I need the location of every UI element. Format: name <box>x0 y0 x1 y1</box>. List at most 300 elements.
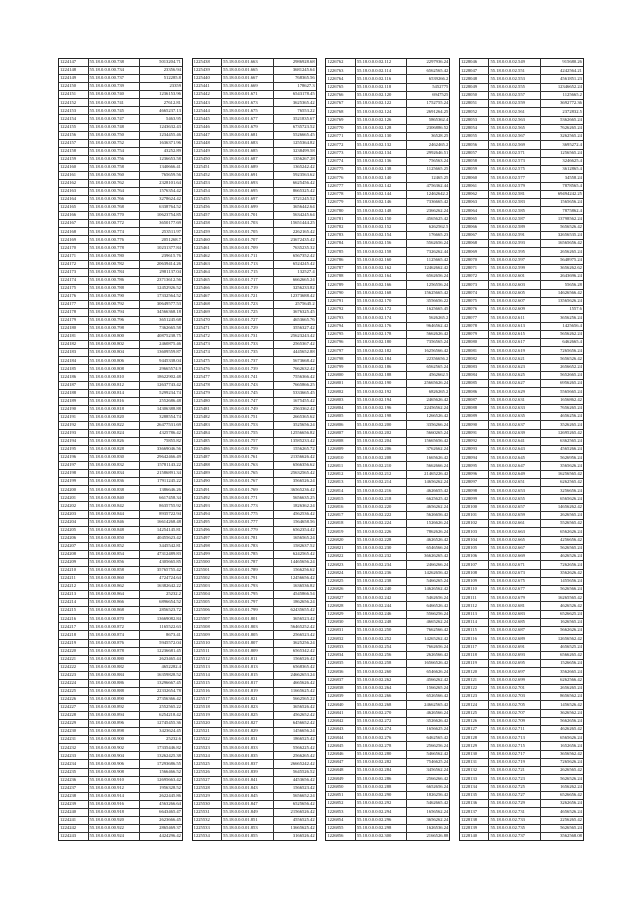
row-id-cell: 1228117 <box>460 644 490 651</box>
row-id-cell: 1225501 <box>193 567 223 574</box>
amount-cell: 6456652.42 <box>292 720 315 726</box>
row-id-cell: 1224157 <box>59 140 89 147</box>
row-id-cell: 1225515 <box>193 680 223 687</box>
row-id-cell: 1225499 <box>193 551 223 558</box>
account-code-cell: 55.18.0.0.0.02.629 <box>489 388 541 395</box>
table-row <box>326 306 449 314</box>
table-row <box>326 314 449 322</box>
table-row <box>59 454 182 462</box>
row-id-cell: 1226763 <box>326 67 356 74</box>
row-id-cell: 1228124 <box>460 701 490 708</box>
row-id-cell: 1228083 <box>460 364 490 371</box>
account-code-cell: 55.18.0.0.0.01.701 <box>222 212 274 219</box>
table-row <box>460 520 583 528</box>
amount-cell: 3256656.24 <box>560 487 582 493</box>
account-code-cell: 55.18.0.0.0.02.623 <box>489 364 541 371</box>
row-id-cell: 1225514 <box>193 672 223 679</box>
table-row <box>326 578 449 586</box>
amount-cell: 3526626.42 <box>426 718 449 724</box>
amount-cell: 12462662.42 <box>424 265 449 271</box>
row-id-cell: 1224194 <box>59 438 89 445</box>
amount-cell: 5634245.64 <box>292 212 315 218</box>
account-code-cell: 55.18.0.0.0.02.595 <box>489 248 541 255</box>
table-row <box>326 586 449 594</box>
amount-cell: 6543178.45 <box>292 91 315 97</box>
row-id-cell: 1224200 <box>59 486 89 493</box>
row-id-cell: 1228118 <box>460 652 490 659</box>
table-row <box>59 285 182 293</box>
table-row <box>59 124 182 132</box>
amount-cell: 22356656.2 <box>426 355 449 361</box>
amount-cell: 20639414.26 <box>156 260 181 266</box>
account-code-cell: 55.18.0.0.0.00.778 <box>89 244 141 251</box>
table-row <box>59 446 182 454</box>
account-code-cell: 55.18.0.0.0.02.112 <box>356 59 408 66</box>
account-code-cell: 55.18.0.0.0.01.761 <box>222 454 274 461</box>
amount-cell: 1652656.24 <box>560 742 582 748</box>
table-row <box>59 656 182 664</box>
amount-cell: 2626565.24 <box>560 512 582 518</box>
table-row <box>193 704 316 712</box>
row-id-cell: 1228131 <box>460 759 490 766</box>
amount-cell: 15781143.22 <box>157 462 181 468</box>
row-id-cell: 1228123 <box>460 693 490 700</box>
account-code-cell: 55.18.0.0.0.02.202 <box>356 430 408 437</box>
amount-cell: 4626526.24 <box>560 553 582 559</box>
amount-cell: 5662626.42 <box>426 331 449 337</box>
account-code-cell: 55.18.0.0.0.02.232 <box>356 553 408 560</box>
row-id-cell: 1228138 <box>460 817 490 824</box>
account-code-cell: 55.18.0.0.0.01.749 <box>222 406 274 413</box>
amount-cell: 5626656.42 <box>426 512 449 518</box>
table-row <box>326 372 449 380</box>
row-id-cell: 1224160 <box>59 164 89 171</box>
amount-cell: 1576354.42 <box>159 188 181 194</box>
row-id-cell: 1224185 <box>59 365 89 372</box>
amount-cell: 6546626.24 <box>426 668 449 674</box>
table-row <box>59 704 182 712</box>
row-id-cell: 1225534 <box>193 833 223 840</box>
row-id-cell: 1225531 <box>193 809 223 816</box>
account-code-cell: 55.18.0.0.0.02.284 <box>356 767 408 774</box>
account-code-cell: 55.18.0.0.0.00.756 <box>89 156 141 163</box>
account-code-cell: 55.18.0.0.0.02.551 <box>489 67 541 74</box>
account-code-cell: 55.18.0.0.0.02.166 <box>356 281 408 288</box>
account-code-cell: 55.18.0.0.0.02.280 <box>356 751 408 758</box>
amount-cell: 17293686.55 <box>156 760 181 766</box>
row-id-cell: 1226808 <box>326 438 356 445</box>
row-id-cell: 1225489 <box>193 470 223 477</box>
row-id-cell: 1224190 <box>59 406 89 413</box>
row-id-cell: 1225528 <box>193 785 223 792</box>
table-row <box>460 800 583 808</box>
account-code-cell: 55.18.0.0.0.01.713 <box>222 261 274 268</box>
account-code-cell: 55.18.0.0.0.00.900 <box>89 736 141 743</box>
amount-cell: 1256556.24 <box>426 281 449 287</box>
table-row <box>193 333 316 341</box>
table-column-2 <box>192 58 317 841</box>
amount-cell: 23713612.56 <box>156 276 181 282</box>
account-code-cell: 55.18.0.0.0.02.735 <box>489 825 541 832</box>
table-row <box>326 800 449 808</box>
account-code-cell: 55.18.0.0.0.00.739 <box>89 83 141 90</box>
table-row <box>59 486 182 494</box>
table-row <box>193 277 316 285</box>
row-id-cell: 1226855 <box>326 825 356 832</box>
row-id-cell: 1224175 <box>59 285 89 292</box>
account-code-cell: 55.18.0.0.0.00.872 <box>89 623 141 630</box>
amount-cell: 5626265.2 <box>428 314 449 320</box>
table-row <box>460 75 583 83</box>
table-row <box>326 710 449 718</box>
amount-cell: 4453656.42 <box>292 776 315 782</box>
amount-cell: 14465656.24 <box>290 559 315 565</box>
table-row <box>59 301 182 309</box>
account-code-cell: 55.18.0.0.0.01.769 <box>222 486 274 493</box>
table-row <box>326 817 449 825</box>
table-row <box>193 228 316 236</box>
table-row <box>59 349 182 357</box>
table-row <box>460 512 583 520</box>
row-id-cell: 1228064 <box>460 207 490 214</box>
row-id-cell: 1226799 <box>326 364 356 371</box>
amount-cell: 1165522.63 <box>159 623 181 629</box>
table-row <box>59 309 182 317</box>
row-id-cell: 1226777 <box>326 183 356 190</box>
amount-cell: 12462642.2 <box>426 191 449 197</box>
account-code-cell: 55.18.0.0.0.02.673 <box>489 570 541 577</box>
table-row <box>460 734 583 742</box>
account-code-cell: 55.18.0.0.0.02.713 <box>489 734 541 741</box>
table-row <box>460 594 583 602</box>
table-row <box>193 575 316 583</box>
amount-cell: 33669046.56 <box>156 446 181 452</box>
table-row <box>460 495 583 503</box>
row-id-cell: 1226784 <box>326 240 356 247</box>
amount-cell: 6896654.52 <box>159 599 181 605</box>
amount-cell: 2656265.24 <box>560 248 582 254</box>
row-id-cell: 1228071 <box>460 265 490 272</box>
amount-cell: 1425656.4 <box>562 322 582 328</box>
row-id-cell: 1225491 <box>193 486 223 493</box>
amount-cell: 176665.23 <box>428 232 449 238</box>
account-code-cell: 55.18.0.0.0.02.643 <box>489 446 541 453</box>
table-row <box>193 438 316 446</box>
row-id-cell: 1228126 <box>460 718 490 725</box>
row-id-cell: 1225482 <box>193 414 223 421</box>
table-row <box>193 83 316 91</box>
amount-cell: 6566265.42 <box>560 652 582 658</box>
account-code-cell: 55.18.0.0.0.00.920 <box>89 817 141 824</box>
row-id-cell: 1224219 <box>59 640 89 647</box>
row-id-cell: 1224167 <box>59 220 89 227</box>
amount-cell: 35765755.42 <box>156 567 181 573</box>
account-code-cell: 55.18.0.0.0.02.204 <box>356 438 408 445</box>
row-id-cell: 1228096 <box>460 471 490 478</box>
amount-cell: 17332564.52 <box>156 293 181 299</box>
row-id-cell: 1224237 <box>59 785 89 792</box>
account-code-cell: 55.18.0.0.0.02.563 <box>489 117 541 124</box>
amount-cell: 3625365.42 <box>292 99 315 105</box>
row-id-cell: 1224214 <box>59 599 89 606</box>
account-code-cell: 55.18.0.0.0.01.693 <box>222 180 274 187</box>
amount-cell: 3695272.4 <box>562 141 582 147</box>
row-id-cell: 1226795 <box>326 331 356 338</box>
account-code-cell: 55.18.0.0.0.01.783 <box>222 543 274 550</box>
row-id-cell: 1226774 <box>326 158 356 165</box>
row-id-cell: 1224195 <box>59 446 89 453</box>
account-code-cell: 55.18.0.0.0.02.689 <box>489 635 541 642</box>
table-row <box>326 141 449 149</box>
table-row <box>460 125 583 133</box>
account-code-cell: 55.18.0.0.0.01.751 <box>222 414 274 421</box>
account-code-cell: 55.18.0.0.0.01.735 <box>222 349 274 356</box>
table-row <box>326 504 449 512</box>
amount-cell: 2981137.04 <box>159 268 181 274</box>
table-row <box>59 107 182 115</box>
row-id-cell: 1225448 <box>193 140 223 147</box>
table-row <box>193 744 316 752</box>
account-code-cell: 55.18.0.0.0.01.733 <box>222 341 274 348</box>
amount-cell: 6567352.42 <box>292 252 315 258</box>
amount-cell: 5626565.24 <box>560 545 582 551</box>
table-row <box>460 545 583 553</box>
account-code-cell: 55.18.0.0.0.01.663 <box>222 59 274 66</box>
table-row <box>460 528 583 536</box>
row-id-cell: 1225502 <box>193 575 223 582</box>
account-code-cell: 55.18.0.0.0.02.172 <box>356 306 408 313</box>
account-code-cell: 55.18.0.0.0.00.834 <box>89 470 141 477</box>
table-row <box>193 486 316 494</box>
table-row <box>193 599 316 607</box>
amount-cell: 1256565.24 <box>560 149 582 155</box>
amount-cell: 3423624.45 <box>159 728 181 734</box>
amount-cell: 4325786.42 <box>159 430 181 436</box>
account-code-cell: 55.18.0.0.0.02.707 <box>489 710 541 717</box>
row-id-cell: 1224224 <box>59 680 89 687</box>
amount-cell: 21566526.42 <box>290 809 315 815</box>
table-row <box>326 75 449 83</box>
table-row <box>326 561 449 569</box>
row-id-cell: 1226791 <box>326 298 356 305</box>
account-code-cell: 55.18.0.0.0.00.836 <box>89 478 141 485</box>
row-id-cell: 1226831 <box>326 627 356 634</box>
account-code-cell: 55.18.0.0.0.01.779 <box>222 527 274 534</box>
row-id-cell: 1228069 <box>460 248 490 255</box>
table-row <box>326 108 449 116</box>
account-code-cell: 55.18.0.0.0.02.731 <box>489 808 541 815</box>
row-id-cell: 1224228 <box>59 712 89 719</box>
table-row <box>326 413 449 421</box>
amount-cell: 21356626.42 <box>290 454 315 460</box>
amount-cell: 6526656.42 <box>560 792 582 798</box>
row-id-cell: 1226812 <box>326 471 356 478</box>
account-code-cell: 55.18.0.0.0.02.136 <box>356 158 408 165</box>
account-code-cell: 55.18.0.0.0.00.760 <box>89 172 141 179</box>
row-id-cell: 1226798 <box>326 355 356 362</box>
amount-cell: 6262562.5 <box>428 224 449 229</box>
account-code-cell: 55.18.0.0.0.02.555 <box>489 84 541 91</box>
row-id-cell: 1225484 <box>193 430 223 437</box>
row-id-cell: 1226770 <box>326 125 356 132</box>
row-id-cell: 1226796 <box>326 339 356 346</box>
amount-cell: 8665325.42 <box>292 188 315 194</box>
account-code-cell: 55.18.0.0.0.00.810 <box>89 373 141 380</box>
row-id-cell: 1224240 <box>59 809 89 816</box>
row-id-cell: 1228078 <box>460 323 490 330</box>
row-id-cell: 1225451 <box>193 164 223 171</box>
account-code-cell: 55.18.0.0.0.00.906 <box>89 760 141 767</box>
account-code-cell: 55.18.0.0.0.02.262 <box>356 677 408 684</box>
row-id-cell: 1226851 <box>326 792 356 799</box>
table-row <box>59 728 182 736</box>
table-row <box>59 494 182 502</box>
row-id-cell: 1228049 <box>460 84 490 91</box>
table-row <box>460 825 583 833</box>
account-code-cell: 55.18.0.0.0.00.876 <box>89 640 141 647</box>
table-row <box>326 364 449 372</box>
amount-cell: 3651245.68 <box>159 317 181 323</box>
row-id-cell: 1225504 <box>193 591 223 598</box>
account-code-cell: 55.18.0.0.0.00.838 <box>89 486 141 493</box>
amount-cell: 3656256.24 <box>560 314 582 320</box>
account-code-cell: 55.18.0.0.0.01.759 <box>222 446 274 453</box>
row-id-cell: 1226800 <box>326 372 356 379</box>
account-code-cell: 55.18.0.0.0.01.709 <box>222 244 274 251</box>
account-code-cell: 55.18.0.0.0.02.679 <box>489 594 541 601</box>
ledger-page <box>58 58 584 841</box>
table-row <box>193 712 316 720</box>
table-row <box>59 648 182 656</box>
amount-cell: 6562354.42 <box>292 526 315 532</box>
table-row <box>193 623 316 631</box>
row-id-cell: 1228092 <box>460 438 490 445</box>
row-id-cell: 1224186 <box>59 373 89 380</box>
row-id-cell: 1228065 <box>460 215 490 222</box>
row-id-cell: 1226792 <box>326 306 356 313</box>
amount-cell: 5562656.24 <box>426 240 449 246</box>
account-code-cell: 55.18.0.0.0.02.635 <box>489 413 541 420</box>
account-code-cell: 55.18.0.0.0.02.124 <box>356 108 408 115</box>
table-row <box>326 660 449 668</box>
table-row <box>326 183 449 191</box>
row-id-cell: 1226783 <box>326 232 356 239</box>
table-row <box>326 397 449 405</box>
table-row <box>59 680 182 688</box>
row-id-cell: 1225468 <box>193 301 223 308</box>
amount-cell: 1566523.42 <box>292 784 315 790</box>
amount-cell: 29642466.49 <box>156 454 181 460</box>
amount-cell: 5333665.45 <box>292 389 315 395</box>
table-row <box>59 430 182 438</box>
amount-cell: 14254145.81 <box>156 526 181 532</box>
amount-cell: 3566526.24 <box>292 478 315 484</box>
table-row <box>193 615 316 623</box>
amount-cell: 1566265.24 <box>426 685 449 691</box>
table-row <box>326 685 449 693</box>
row-id-cell: 1226765 <box>326 84 356 91</box>
account-code-cell: 55.18.0.0.0.02.180 <box>356 339 408 346</box>
table-row <box>193 736 316 744</box>
table-row <box>193 801 316 809</box>
account-code-cell: 55.18.0.0.0.02.589 <box>489 224 541 231</box>
row-id-cell: 1225521 <box>193 728 223 735</box>
amount-cell: 1656625.24 <box>426 726 449 732</box>
row-id-cell: 1226806 <box>326 421 356 428</box>
table-row <box>326 84 449 92</box>
account-code-cell: 55.18.0.0.0.01.807 <box>222 640 274 647</box>
table-row <box>460 339 583 347</box>
account-code-cell: 55.18.0.0.0.01.675 <box>222 107 274 114</box>
account-code-cell: 55.18.0.0.0.01.815 <box>222 672 274 679</box>
amount-cell: 4665262.24 <box>426 619 449 625</box>
table-row <box>193 511 316 519</box>
account-code-cell: 55.18.0.0.0.02.182 <box>356 347 408 354</box>
amount-cell: 3656442.64 <box>292 204 315 210</box>
table-row <box>59 535 182 543</box>
amount-cell: 2166526.88 <box>426 833 449 839</box>
row-id-cell: 1226839 <box>326 693 356 700</box>
row-id-cell: 1226852 <box>326 800 356 807</box>
table-column-4 <box>459 58 584 841</box>
row-id-cell: 1224148 <box>59 67 89 74</box>
amount-cell: 12236681.45 <box>156 647 181 653</box>
amount-cell: 12637743.42 <box>156 381 181 387</box>
amount-cell: 765659.56 <box>161 172 181 178</box>
table-row <box>193 115 316 123</box>
amount-cell: 5565665.24 <box>560 388 582 394</box>
row-id-cell: 1226767 <box>326 100 356 107</box>
row-id-cell: 1228098 <box>460 487 490 494</box>
row-id-cell: 1226813 <box>326 479 356 486</box>
row-id-cell: 1224232 <box>59 744 89 751</box>
row-id-cell: 1224202 <box>59 502 89 509</box>
amount-cell: 4626566.24 <box>426 709 449 715</box>
row-id-cell: 1228134 <box>460 784 490 791</box>
amount-cell: 5656526.42 <box>560 224 582 229</box>
table-row <box>59 567 182 575</box>
account-code-cell: 55.18.0.0.0.02.665 <box>489 537 541 544</box>
amount-cell: 2656652.24 <box>560 363 582 369</box>
table-row <box>193 414 316 422</box>
amount-cell: 3456562.24 <box>426 767 449 773</box>
amount-cell: 6562565.24 <box>426 363 449 369</box>
row-id-cell: 1226797 <box>326 347 356 354</box>
account-code-cell: 55.18.0.0.0.01.719 <box>222 285 274 292</box>
row-id-cell: 1224203 <box>59 511 89 518</box>
row-id-cell: 1225527 <box>193 777 223 784</box>
amount-cell: 5463.95 <box>166 115 181 121</box>
table-row <box>193 244 316 252</box>
account-code-cell: 55.18.0.0.0.00.826 <box>89 438 141 445</box>
account-code-cell: 55.18.0.0.0.02.581 <box>489 191 541 198</box>
row-id-cell: 1228070 <box>460 257 490 264</box>
table-row <box>460 323 583 331</box>
amount-cell: 15651444.25 <box>290 220 315 226</box>
table-row <box>460 397 583 405</box>
account-code-cell: 55.18.0.0.0.00.830 <box>89 454 141 461</box>
amount-cell: 1866525.42 <box>292 736 315 742</box>
table-row <box>59 333 182 341</box>
amount-cell: 3625256.24 <box>292 639 315 645</box>
amount-cell: 2992646.51 <box>426 149 449 155</box>
table-row <box>460 265 583 273</box>
table-row <box>460 281 583 289</box>
amount-cell: 11665625.42 <box>290 688 315 694</box>
account-code-cell: 55.18.0.0.0.02.559 <box>489 100 541 107</box>
amount-cell: 1386646.26 <box>159 486 181 492</box>
account-code-cell: 55.18.0.0.0.02.619 <box>489 347 541 354</box>
